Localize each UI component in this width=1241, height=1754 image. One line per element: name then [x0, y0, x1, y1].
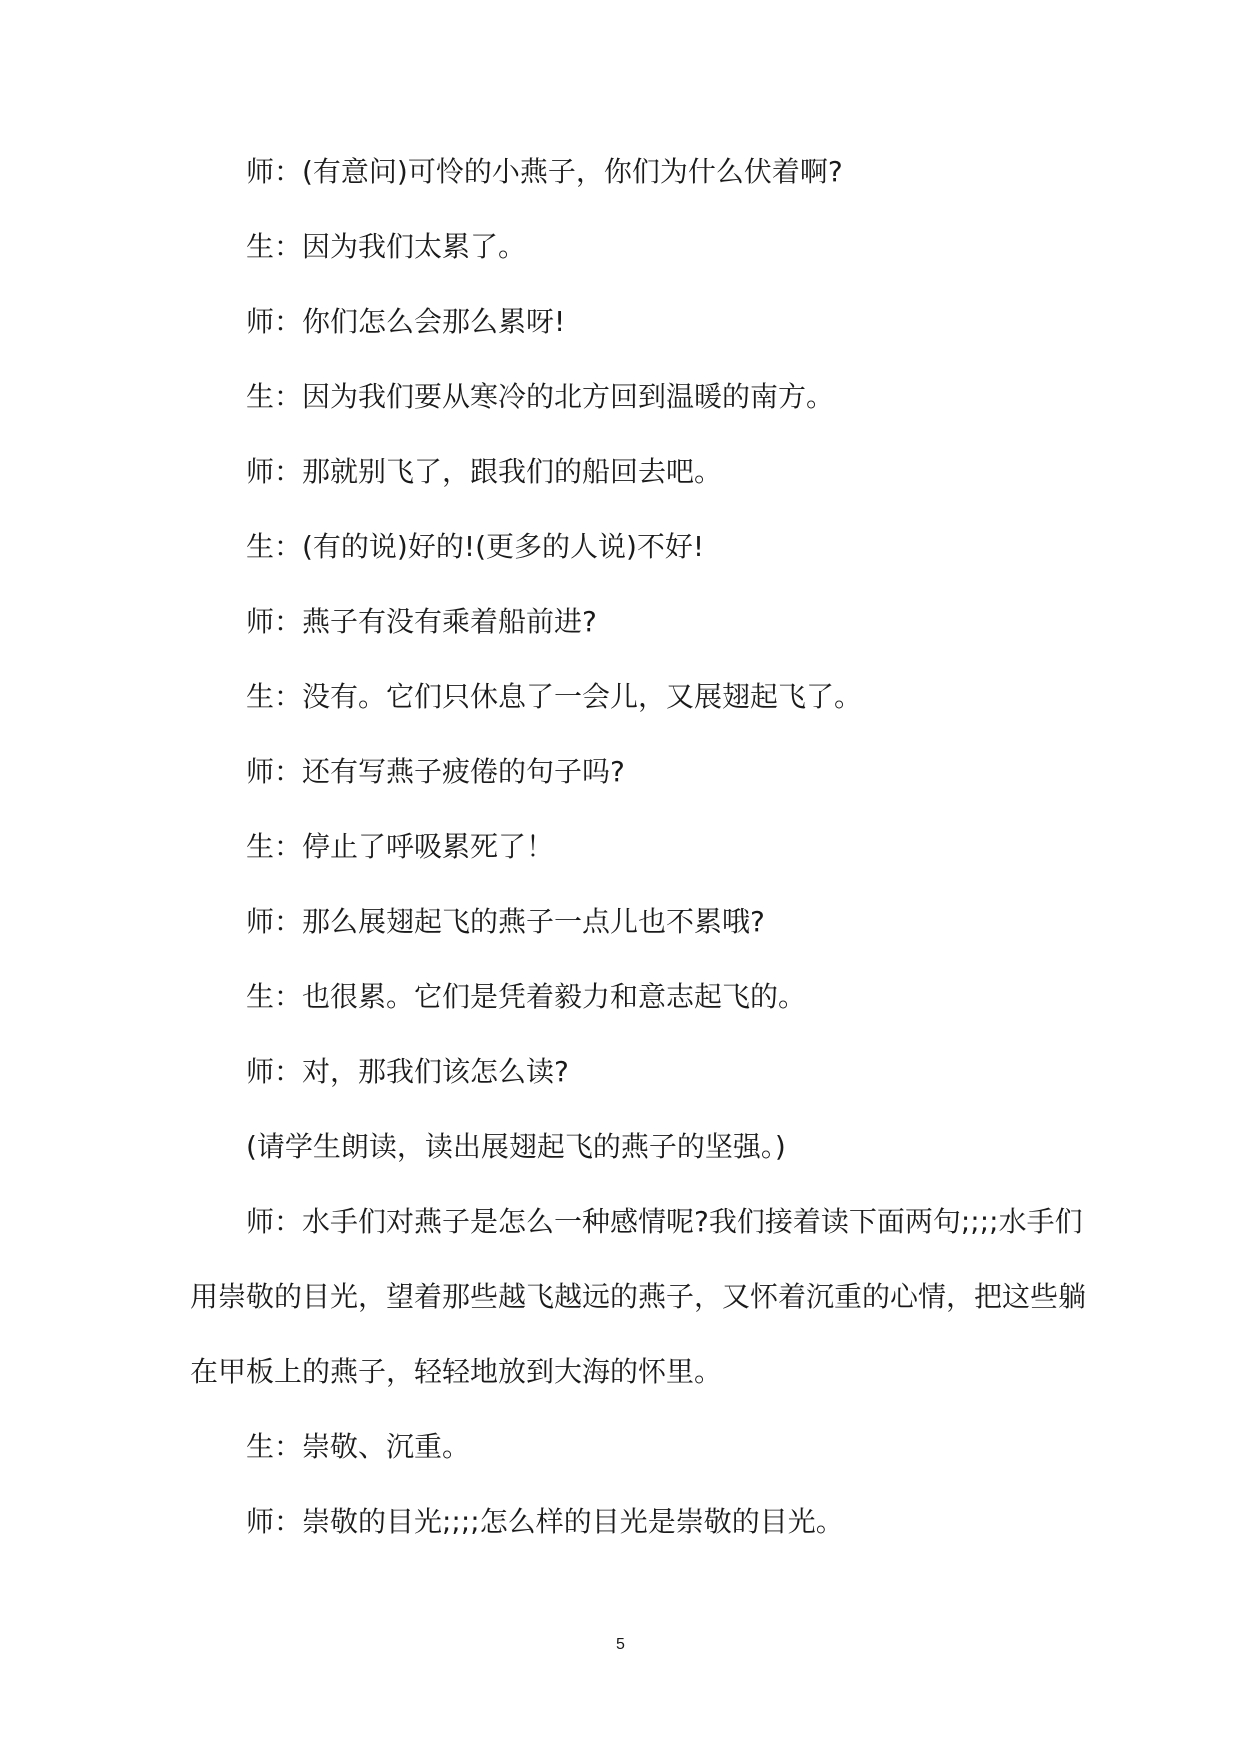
paragraph-1: 师：(有意问)可怜的小燕子，你们为什么伏着啊? [246, 155, 843, 188]
paragraph-16: 生：崇敬、沉重。 [246, 1430, 471, 1463]
paragraph-14: (请学生朗读，读出展翅起飞的燕子的坚强。) [246, 1130, 786, 1163]
paragraph-3: 师：你们怎么会那么累呀! [246, 305, 566, 338]
paragraph-7: 师：燕子有没有乘着船前进? [246, 605, 597, 638]
paragraph-9: 师：还有写燕子疲倦的句子吗? [246, 755, 625, 788]
paragraph-11: 师：那么展翅起飞的燕子一点儿也不累哦? [246, 905, 765, 938]
paragraph-5: 师：那就别飞了，跟我们的船回去吧。 [246, 455, 723, 488]
paragraph-2: 生：因为我们太累了。 [246, 230, 527, 263]
paragraph-4: 生：因为我们要从寒冷的北方回到温暖的南方。 [246, 380, 835, 413]
paragraph-13: 师：对，那我们该怎么读? [246, 1055, 569, 1088]
paragraph-15: 师：水手们对燕子是怎么一种感情呢?我们接着读下面两句;;;;水手们用崇敬的目光，望着那些越飞越远的燕子，又怀着沉重的心情，把这些躺在甲板上的燕子，轻轻地放到大海的怀里。 [190, 1205, 1087, 1388]
paragraph-6: 生：(有的说)好的!(更多的人说)不好! [246, 530, 705, 563]
paragraph-12: 生：也很累。它们是凭着毅力和意志起飞的。 [246, 980, 807, 1013]
page-number: 5 [616, 1636, 625, 1653]
paragraph-17: 师：崇敬的目光;;;;怎么样的目光是崇敬的目光。 [246, 1505, 844, 1538]
paragraph-8: 生：没有。它们只休息了一会儿，又展翅起飞了。 [246, 680, 863, 713]
paragraph-10: 生：停止了呼吸累死了！ [246, 830, 555, 863]
